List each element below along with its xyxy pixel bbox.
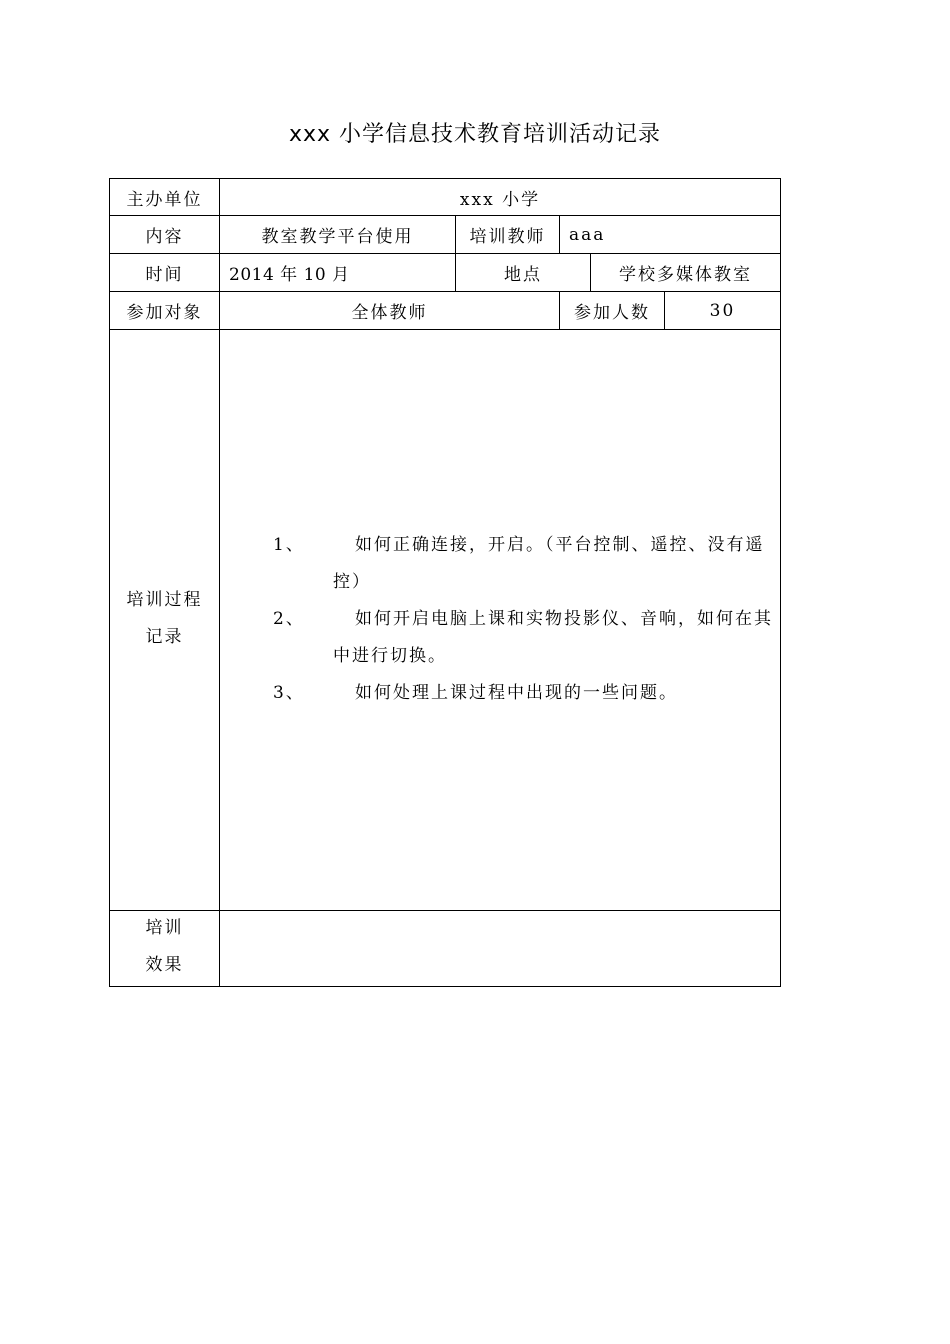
location-value: 学校多媒体教室 <box>619 265 752 285</box>
location-label: 地点 <box>504 265 542 285</box>
process-item-text-continued: 中进行切换。 <box>333 646 447 666</box>
process-item-text-continued: 控） <box>333 572 371 592</box>
trainer-label: 培训教师 <box>469 227 546 247</box>
process-item-text: 如何处理上课过程中出现的一些问题。 <box>355 683 678 703</box>
effect-value <box>220 911 780 986</box>
process-label-line1: 培训过程 <box>126 590 203 610</box>
effect-label-line2: 效果 <box>145 955 184 975</box>
document-title: xxx 小学信息技术教育培训活动记录 <box>288 122 662 147</box>
trainer-value: aaa <box>569 224 606 245</box>
count-value: 30 <box>709 300 736 321</box>
table-border-bottom <box>109 986 781 987</box>
effect-label <box>110 910 219 984</box>
content-label: 内容 <box>145 227 184 247</box>
time-label: 时间 <box>145 265 184 285</box>
participants-value: 全体教师 <box>351 303 428 323</box>
process-item-number: 2、 <box>273 609 305 629</box>
process-item-number: 3、 <box>273 683 305 703</box>
participants-label: 参加对象 <box>126 303 203 323</box>
process-item-number: 1、 <box>273 535 305 555</box>
process-item-text: 如何开启电脑上课和实物投影仪、音响，如何在其 <box>355 609 773 629</box>
effect-label-line1: 培训 <box>145 918 184 938</box>
process-label-line2: 记录 <box>145 627 184 647</box>
row-divider-4 <box>109 329 781 330</box>
process-label <box>110 582 219 656</box>
process-item-text: 如何正确连接，开启。（平台控制、遥控、没有遥 <box>355 535 765 555</box>
time-value: 2014 年 10 月 <box>229 265 350 285</box>
content-value: 教室教学平台使用 <box>261 227 414 247</box>
table-border-right <box>780 178 781 987</box>
count-label: 参加人数 <box>574 303 650 323</box>
organizer-value: xxx 小学 <box>459 189 541 210</box>
organizer-label: 主办单位 <box>126 189 203 210</box>
